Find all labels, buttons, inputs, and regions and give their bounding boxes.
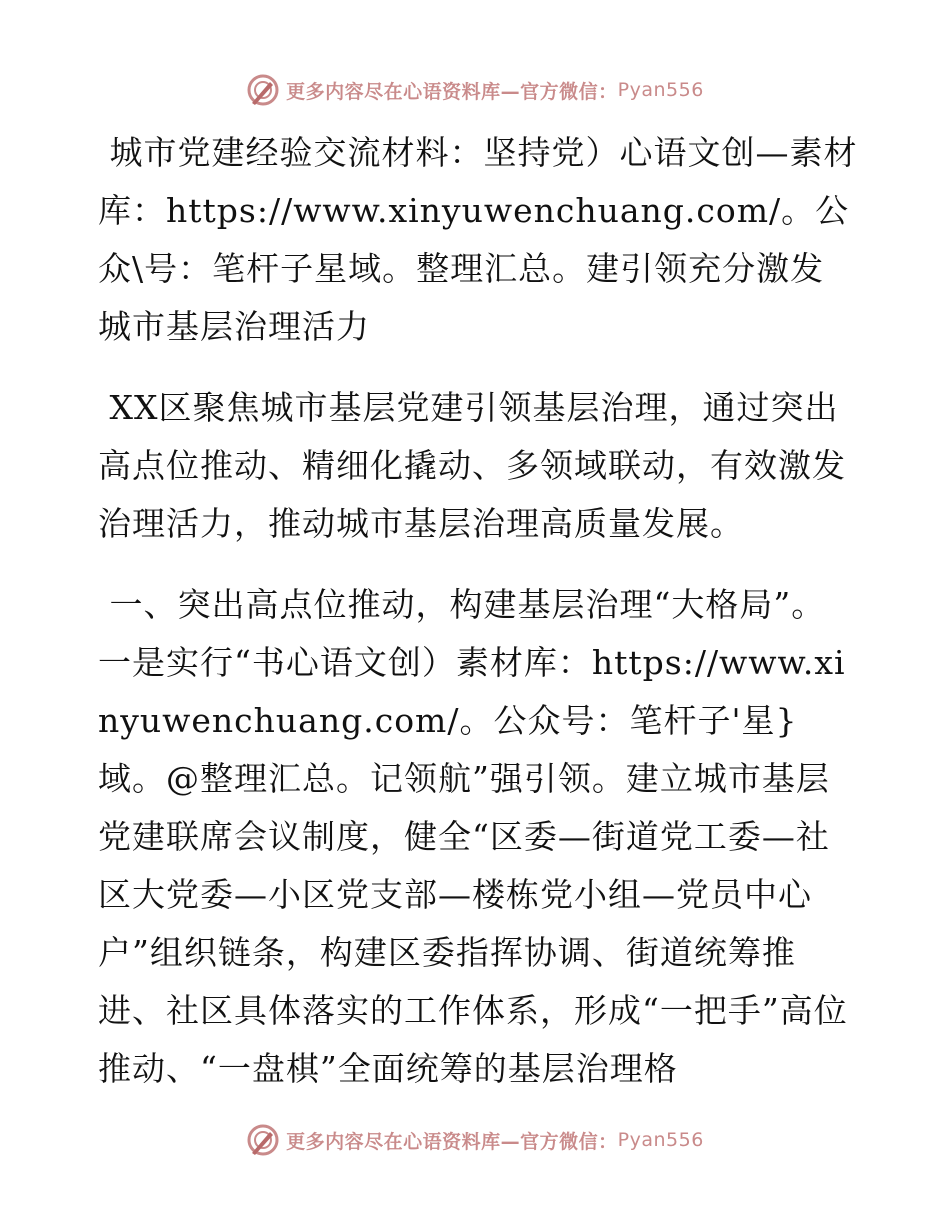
watermark-text: 更多内容尽在心语资料库—官方微信： [286,80,618,103]
pen-logo-icon [246,1123,280,1157]
watermark-text: 更多内容尽在心语资料库—官方微信： [286,1130,618,1153]
watermark-wechat-id: Pyan556 [617,1129,704,1151]
paragraph-intro: XX区聚焦城市基层党建引领基层治理，通过突出高点位推动、精细化撬动、多领域联动，有效激发治理活力，推动城市基层治理高质量发展。 [98,388,846,543]
paragraph-title: 城市党建经验交流材料：坚持党）心语文创—素材库：https://www.xinyuwenchuang.com/。公众\号：笔杆子星域。整理汇总。建引领充分激发城市基层治理活力 [98,133,858,346]
watermark-wechat-id: Pyan556 [617,79,704,101]
paragraph-section-one: 一、突出高点位推动，构建基层治理“大格局”。一是实行“书心语文创）素材库：https://www.xinyuwenchuang.com/。公众号：笔杆子'星}域。@整理汇总。记领航”强引领。建立城市基层党建联席会议制度，健全“区委—街道党工委—社区大党委—小区党支部—楼栋党小组—党员中心户”组织链条，构建区委指挥协调、街道统筹推进、社区具体落实的工作体系，形成“一把手”高位推动、“一盘棋”全面统筹的基层治理格 [98,585,848,1088]
document-body [98,124,858,1121]
pen-logo-icon [246,73,280,107]
header-watermark [0,70,950,110]
footer-watermark [0,1120,950,1160]
